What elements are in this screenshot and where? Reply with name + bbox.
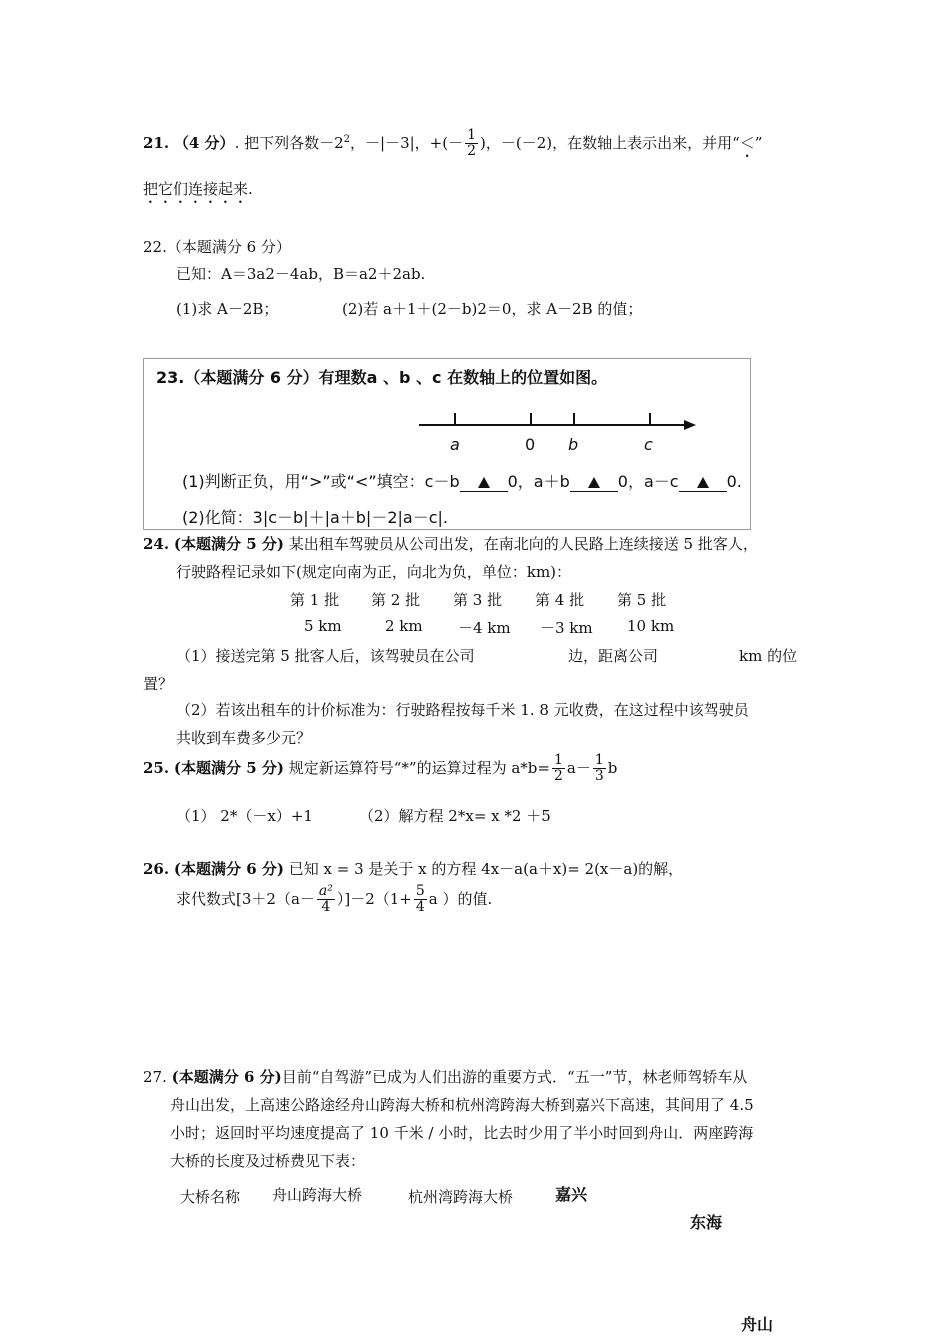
q24-sub1b: 边，距离公司 [568,647,659,665]
q21-text-a: . 把下列各数－2 [234,133,344,152]
q27-line3: 小时；返回时平均速度提高了 10 千米 / 小时，比去时少用了半小时回到舟山．两座跨海 [170,1124,754,1142]
q24-sub1c: km 的位 [739,647,798,665]
q21-number: 21. [143,133,170,152]
q24-sub1d: 置？ [143,675,174,693]
q23-label-a: a [450,435,460,454]
q21-line1 [143,128,762,161]
q26-line2: 求代数式[3＋2（a－ $\frac{\text{a²}}{4}$ ）]－2（1+ $\frac{5}{4}$ a ）的值. [176,883,493,916]
q24-sub2b: 共收到车费多少元？ [176,729,312,747]
q22-title: 22.（本题满分 6 分） [143,238,291,256]
q23-box [143,358,751,530]
q27-table-col1: 大桥名称 [180,1188,241,1206]
q24-header-4: 第 4 批 [535,591,585,609]
q22-part2: (2)若 a＋1＋(2－b)2＝0，求 A－2B 的值； [342,300,643,318]
q24-value-1: 5 km [304,617,342,635]
q25-part1: （1） 2*（－x）+1 [176,807,313,825]
q25-part2: （2）解方程 2*x= x *2 ＋5 [359,807,551,825]
q22-given: 已知：A＝3a2－4ab，B＝a2＋2ab. [176,265,426,283]
triangle-icon [697,477,709,488]
q25-fraction-2: $\frac{1}{3}$ [594,752,604,785]
q23-part2: (2)化简：3|c－b|＋|a＋b|－2|a－c|. [182,508,448,527]
q24-header-1: 第 1 批 [290,591,340,609]
q27-line2: 舟山出发，上高速公路途经舟山跨海大桥和杭州湾跨海大桥到嘉兴下高速，其间用了 4.5 [170,1096,754,1114]
triangle-icon [478,477,490,488]
q27-map-jiaxing: 嘉兴 [555,1185,588,1204]
q27-table-col3: 杭州湾跨海大桥 [408,1188,514,1206]
q26-fraction-1: $\frac{\text{a²}}{4}$ [318,883,333,916]
q24-value-2: 2 km [385,617,423,635]
q21-text-b: ，－|－3|，+(－ [350,133,464,152]
q27-line1: 27. (本题满分 6 分)目前“自驾游”已成为人们出游的重要方式．“五一”节，林老师驾轿车从 [143,1068,748,1086]
q27-table-col2: 舟山跨海大桥 [272,1186,363,1204]
q23-title: 23.（本题满分 6 分）有理数a 、b 、c 在数轴上的位置如图。 [156,368,608,387]
q25-line1: 25. (本题满分 5 分) 规定新运算符号“*”的运算过程为 a*b= $\frac{1}{2}$ a－ $\frac{1}{3}$ b [143,752,618,785]
q24-sub1a: （1）接送完第 5 批客人后，该驾驶员在公司 [176,647,475,665]
q21-emphasis: “＜” [732,133,763,152]
q24-line2: 行驶路程记录如下(规定向南为正，向北为负，单位：km)： [176,563,572,581]
q23-label-c: c [644,435,653,454]
q24-sub2a: （2）若该出租车的计价标准为：行驶路程按每千米 1. 8 元收费，在这过程中该驾驶员 [176,701,749,719]
q24-header-5: 第 5 批 [617,591,667,609]
q21-score: （4 分） [173,133,235,152]
q23-label-b: b [568,435,579,454]
q21-text-c: )，－(－2)，在数轴上表示出来，并用 [480,133,733,152]
q27-line4: 大桥的长度及过桥费见下表： [170,1152,366,1170]
triangle-icon [588,477,600,488]
q24-value-5: 10 km [627,617,675,635]
q27-map-zhoushan: 舟山 [741,1315,774,1334]
q24-header-3: 第 3 批 [453,591,503,609]
q24-header-2: 第 2 批 [371,591,421,609]
q23-part1: (1)判断正负，用“>”或“<”填空：c－b 0，a＋b 0，a－c 0. [182,472,742,491]
q24-value-4: －3 km [540,619,593,637]
q26-line1: 26. (本题满分 6 分) 已知 x = 3 是关于 x 的方程 4x－a(a＋x)= 2(x－a)的解， [143,860,684,878]
q27-map-donghai: 东海 [690,1213,723,1232]
q22-part1: (1)求 A－2B； [176,300,279,318]
q25-fraction-1: $\frac{1}{2}$ [553,752,563,785]
q21-fraction: $\frac{1}{2}$ [467,127,477,160]
q23-label-0: 0 [525,435,536,454]
q26-fraction-2: $\frac{5}{4}$ [415,883,425,916]
q21-line2: 把它们连接起来. [143,180,253,198]
q24-value-3: －4 km [458,619,511,637]
q24-line1: 24. (本题满分 5 分) 某出租车驾驶员从公司出发，在南北向的人民路上连续接送 5 批客人， [143,535,758,553]
q21-line2-text: 把它们连接起来 [143,180,249,198]
q21-exponent: 2 [343,133,351,145]
